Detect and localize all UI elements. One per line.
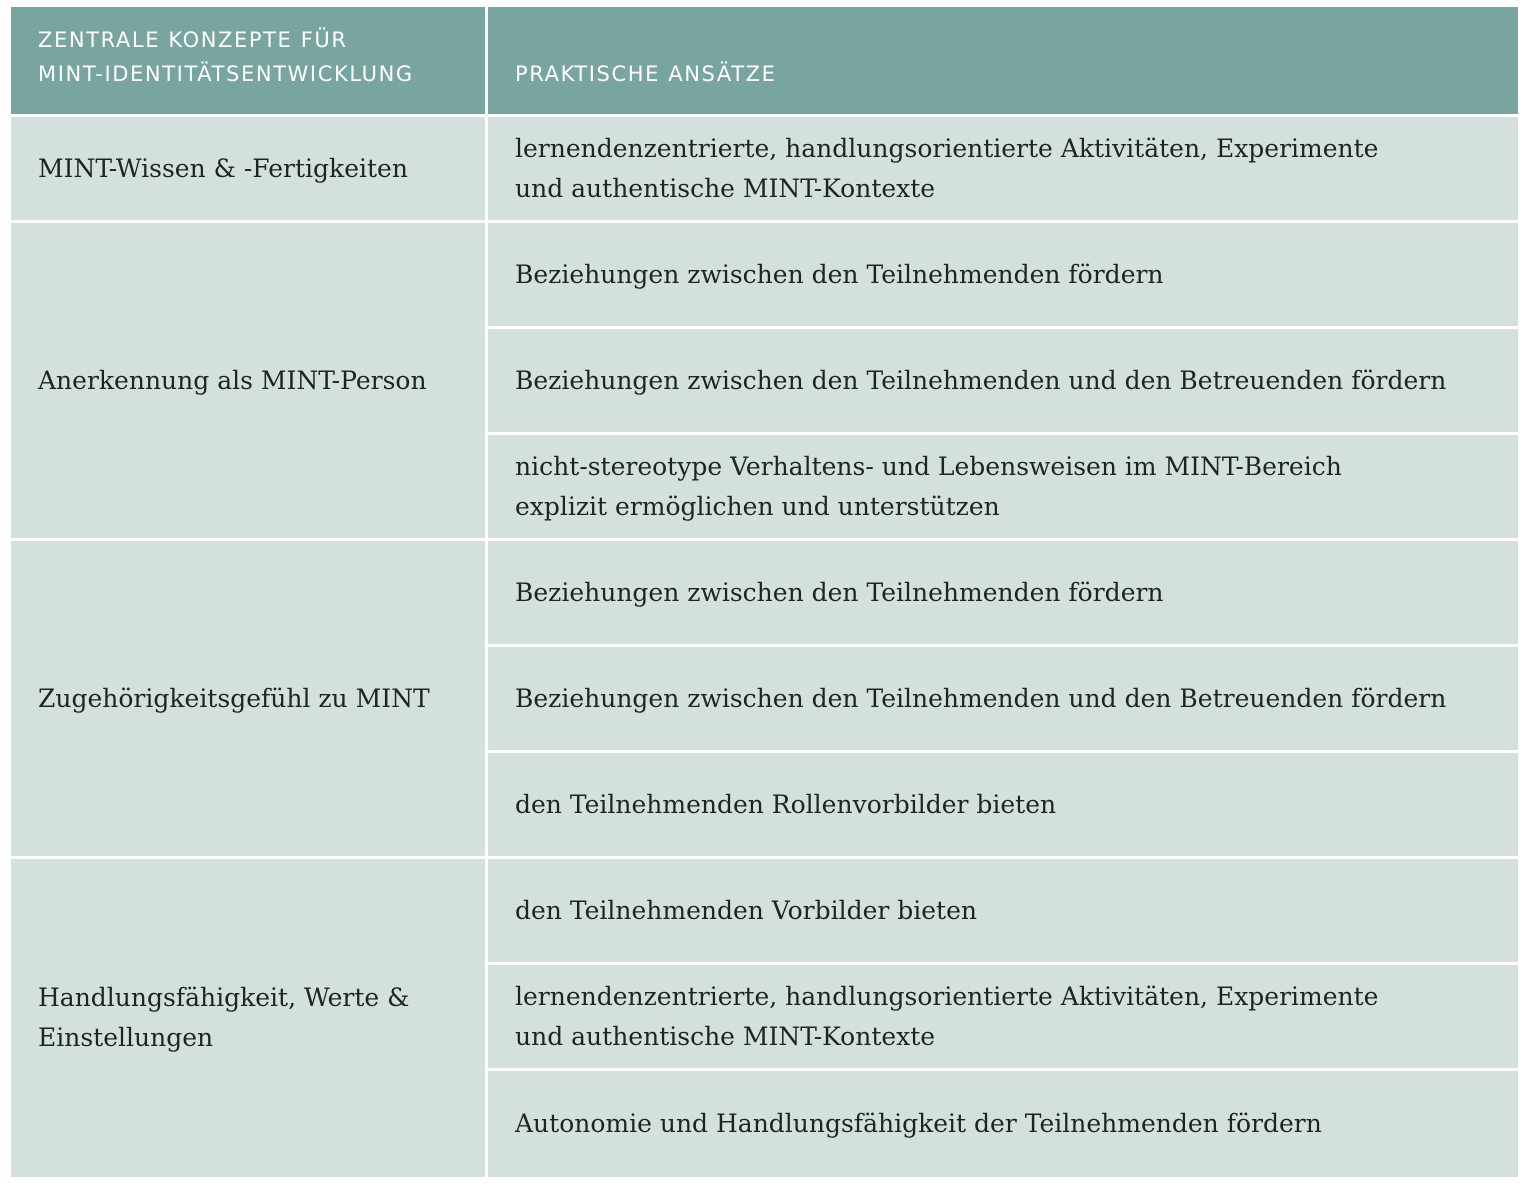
table-row: [11, 859, 1518, 965]
approach-line: und authentische MINT-Kontexte: [515, 173, 936, 203]
concept-cell: Zugehörigkeitsgefühl zu MINT: [11, 541, 488, 859]
concept-cell: Anerkennung als MINT-Person: [11, 223, 488, 541]
approach-line: lernendenzentrierte, handlungsorientierte Aktivitäten, Experimente: [515, 981, 1379, 1011]
concepts-table: [11, 7, 1518, 1177]
header-approaches: PRAKTISCHE ANSÄTZE: [488, 7, 1518, 117]
approach-line: lernendenzentrierte, handlungsorientierte Aktivitäten, Experimente: [515, 133, 1379, 163]
approach-cell: Autonomie und Handlungsfähigkeit der Teilnehmenden fördern: [488, 1071, 1518, 1177]
approach-cell: den Teilnehmenden Vorbilder bieten: [488, 859, 1518, 965]
approach-cell: [488, 965, 1518, 1071]
header-concepts-line-2: MINT-IDENTITÄTSENTWICKLUNG: [38, 61, 414, 86]
approach-cell: den Teilnehmenden Rollenvorbilder bieten: [488, 753, 1518, 859]
header-concepts-line-1: ZENTRALE KONZEPTE FÜR: [38, 27, 348, 52]
table-row: [11, 117, 1518, 223]
concept-cell: [11, 859, 488, 1177]
approach-cell: Beziehungen zwischen den Teilnehmenden fördern: [488, 223, 1518, 329]
concept-line: Handlungsfähigkeit, Werte &: [38, 983, 410, 1012]
approach-cell: [488, 117, 1518, 223]
approach-cell: [488, 435, 1518, 541]
approach-cell: Beziehungen zwischen den Teilnehmenden und den Betreuenden fördern: [488, 329, 1518, 435]
table-row: [11, 223, 1518, 329]
table-row: [11, 541, 1518, 647]
concept-cell: MINT-Wissen & -Fertigkeiten: [11, 117, 488, 223]
header-row: [11, 7, 1518, 117]
approach-cell: Beziehungen zwischen den Teilnehmenden und den Betreuenden fördern: [488, 647, 1518, 753]
header-concepts: [11, 7, 488, 117]
approach-line: nicht-stereotype Verhaltens- und Lebensweisen im MINT-Bereich: [515, 451, 1342, 481]
concept-line: Einstellungen: [38, 1023, 214, 1052]
approach-line: explizit ermöglichen und unterstützen: [515, 491, 1000, 521]
approach-cell: Beziehungen zwischen den Teilnehmenden fördern: [488, 541, 1518, 647]
approach-line: und authentische MINT-Kontexte: [515, 1021, 936, 1051]
